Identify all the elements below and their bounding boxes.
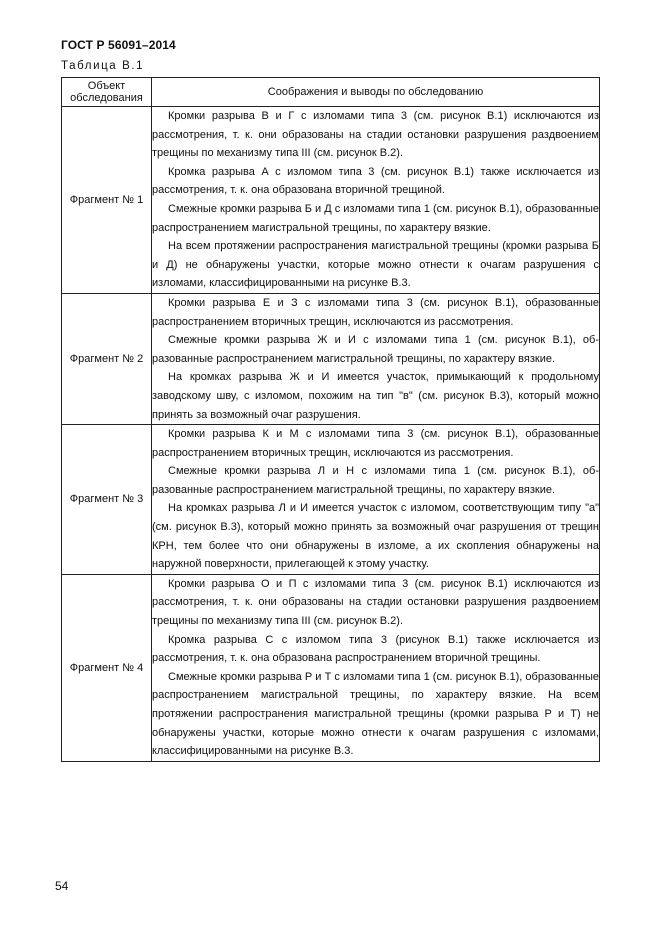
findings-paragraph: Смежные кромки разрыва Л и Н с изломами типа 1 (см. рисунок В.1), образованные распространением магистральной трещины, по характеру вязкие. xyxy=(152,465,599,496)
column-header-object: Объект обследования xyxy=(62,78,152,107)
findings-cell xyxy=(152,293,600,424)
findings-cell xyxy=(152,574,600,761)
findings-paragraph: На всем протяжении распространения магистральной трещины (кромки разрыва Б и Д) не обнаружены участки, которые можно отнести к очагам разрушения с изломами, классифицированными на рисунке В.3. xyxy=(152,240,599,290)
column-header-findings: Соображения и выводы по обследованию xyxy=(152,78,600,107)
findings-paragraph: Смежные кромки разрыва Р и Т с изломами типа 1 (см. рисунок В.1), образованные распространением магистральной трещины, по характеру вязкие. На всем протяжении распространения магистральной трещины (кромки разрыва Р и Т) не обнаружены участки, которые можно отнести к очагам разрушения с изломами, классифицированными на рисунке В.3. xyxy=(152,670,599,758)
page-number: 54 xyxy=(55,879,69,893)
object-cell: Фрагмент № 1 xyxy=(62,107,152,294)
object-cell: Фрагмент № 3 xyxy=(62,425,152,575)
table-row xyxy=(62,574,600,761)
findings-paragraph: Кромки разрыва В и Г с изломами типа 3 (см. рисунок В.1) исключаются из рассмотрения, т. к. они образованы на стадии остановки разрушения раздвоением трещины по механизму типа III (см. рисунок В.2). xyxy=(152,110,599,160)
findings-paragraph: Кромки разрыва О и П с изломами типа 3 (см. рисунок В.1) исключаются из рассмотрения, т. к. они образованы на стадии остановки разрушения раздвоением трещины по механизму типа III (см. рисунок В.2). xyxy=(152,577,599,628)
findings-paragraph: Кромки разрыва Е и З с изломами типа 3 (см. рисунок В.1), образованные распространением вторичных трещин, исключаются из рассмотрения. xyxy=(152,296,599,328)
table-row xyxy=(62,425,600,575)
table-caption: Таблица В.1 xyxy=(61,60,145,72)
table-header-row xyxy=(62,78,600,107)
findings-cell xyxy=(152,425,600,575)
findings-paragraph: Кромка разрыва А с изломом типа 3 (см. рисунок В.1) также исключается из рассмотрения, т. к. она образована вторичной трещиной. xyxy=(152,165,599,197)
findings-paragraph: Кромка разрыва С с изломом типа 3 (рисунок В.1) также исключается из рассмотрения, т. к. она образована распространением вторичной трещины. xyxy=(152,633,599,665)
findings-paragraph: Кромки разрыва К и М с изломами типа 3 (см. рисунок В.1), образованные распространением вторичных трещин, исключаются из рассмотрения. xyxy=(152,428,599,459)
object-cell: Фрагмент № 4 xyxy=(62,574,152,761)
table-row xyxy=(62,107,600,294)
findings-paragraph: На кромках разрыва Ж и И имеется участок, примыкающий к продольному заводскому шву, с изломом, похожим на тип "в" (см. рисунок В.3), который можно принять за возможный очаг разрушения. xyxy=(152,371,599,421)
document-header: ГОСТ Р 56091–2014 xyxy=(61,38,176,52)
table-row xyxy=(62,293,600,424)
findings-paragraph: На кромках разрыва Л и И имеется участок с изломом, соответствующим типу "а" (см. рисунок В.3), который можно принять за возможный очаг разрушения от трещин КРН, тем более что они обнаружены в изломе, а их скопления обнаружены на наружной поверхности, прилегающей к этому участку. xyxy=(152,502,599,571)
findings-paragraph: Смежные кромки разрыва Б и Д с изломами типа 1 (см. рисунок В.1), образованные распространением магистральной трещины, по характеру вязкие. xyxy=(152,202,599,234)
findings-table xyxy=(61,77,600,762)
findings-paragraph: Смежные кромки разрыва Ж и И с изломами типа 1 (см. рисунок В.1), образованные распространением магистральной трещины, по характеру вязкие. xyxy=(152,334,599,365)
object-cell: Фрагмент № 2 xyxy=(62,293,152,424)
findings-cell xyxy=(152,107,600,294)
